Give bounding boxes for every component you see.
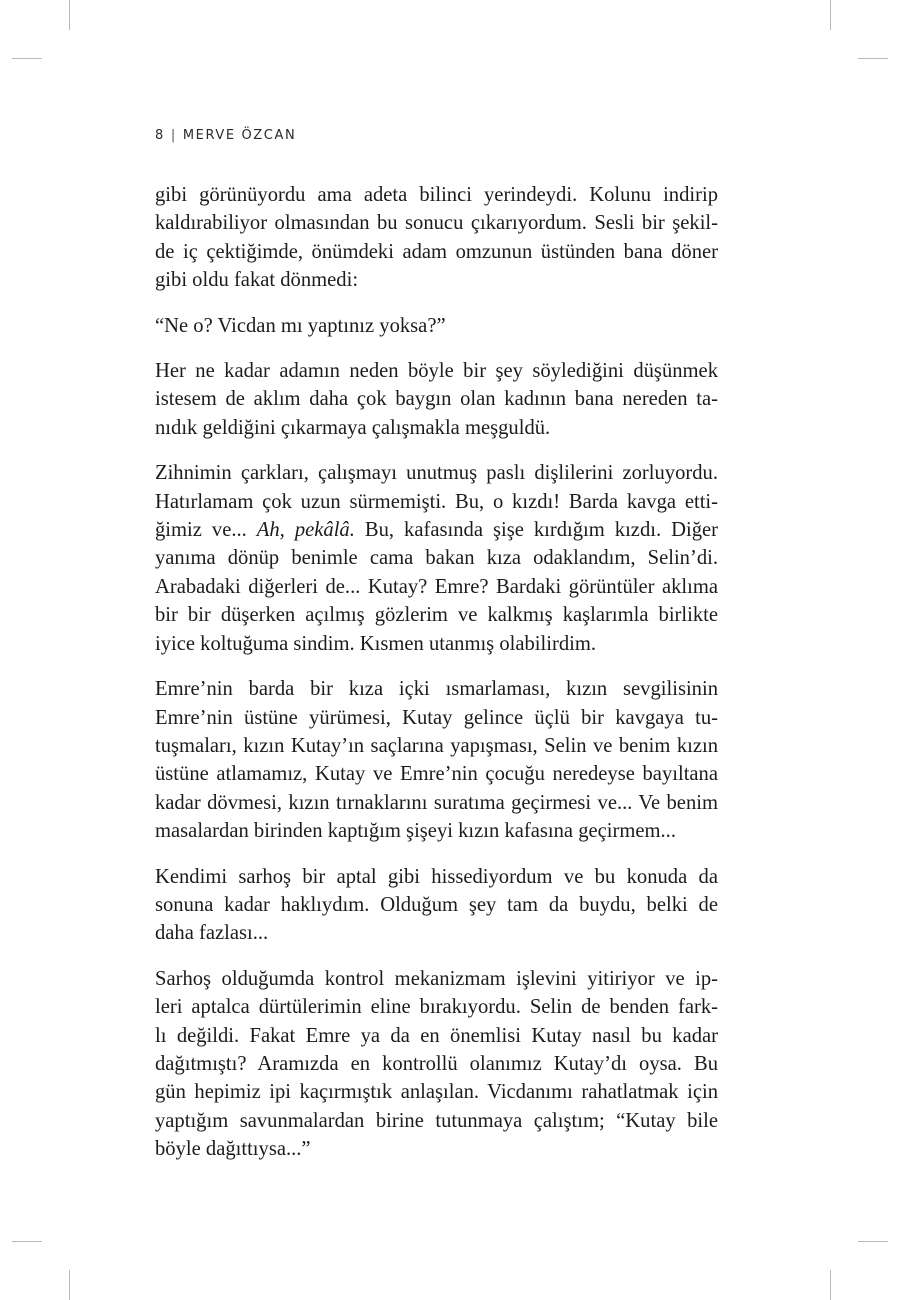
running-head — [155, 128, 296, 143]
text-line: yanıma dönüp benimle cama bakan kıza odaklandım, Selin’di. — [155, 547, 718, 570]
text-line: böyle dağıttıysa...” — [155, 1138, 311, 1161]
crop-mark-right-bottom — [858, 1241, 888, 1242]
paragraph — [155, 863, 718, 948]
text-line-with-italic — [155, 516, 718, 544]
text-fragment: Bu, kafasında şişe kırdığım kızdı. Diğer — [354, 519, 719, 542]
text-line: yaptığım savunmalardan birine tutunmaya çalıştım; “Kutay bile — [155, 1109, 718, 1132]
text-line: üstüne atlamamız, Kutay ve Emre’nin çocuğu neredeyse bayıltana — [155, 763, 718, 786]
text-line: Emre’nin barda bir kıza içki ısmarlaması, kızın sevgilisinin — [155, 678, 718, 701]
author-name: MERVE ÖZCAN — [182, 128, 297, 143]
text-fragment: ğimiz ve... — [155, 519, 257, 542]
paragraph — [155, 459, 718, 658]
paragraph — [155, 312, 718, 340]
text-line: leri aptalca dürtülerimin eline bırakıyordu. Selin de benden fark- — [155, 996, 718, 1019]
text-line: kadar dövmesi, kızın tırnaklarını suratıma geçirmesi ve... Ve benim — [155, 791, 718, 814]
text-line: Kendimi sarhoş bir aptal gibi hissediyordum ve bu konuda da — [155, 865, 718, 888]
text-line: Emre’nin üstüne yürümesi, Kutay gelince üçlü bir kavgaya tu- — [155, 706, 718, 729]
text-line: Zihnimin çarkları, çalışmayı unutmuş paslı dişlilerini zorluyordu. — [155, 462, 718, 485]
text-line: masalardan birinden kaptığım şişeyi kızın kafasına geçirmem... — [155, 820, 676, 843]
crop-mark-top-right — [830, 0, 831, 30]
text-line: lı değildi. Fakat Emre ya da en önemlisi Kutay nasıl bu kadar — [155, 1024, 718, 1047]
text-line: bir bir düşerken açılmış gözlerim ve kalkmış kaşlarımla birlikte — [155, 604, 718, 627]
text-line: nıdık geldiğini çıkarmaya çalışmakla meşguldü. — [155, 416, 551, 439]
text-line: Arabadaki diğerleri de... Kutay? Emre? Bardaki görüntüler aklıma — [155, 575, 718, 598]
text-line: daha fazlası... — [155, 922, 269, 945]
paragraph — [155, 181, 718, 295]
crop-mark-left-top — [12, 58, 42, 59]
text-line: gibi oldu fakat dönmedi: — [155, 269, 359, 292]
page-number: 8 — [155, 128, 165, 143]
crop-mark-right-top — [858, 58, 888, 59]
crop-mark-bottom-left — [69, 1270, 70, 1300]
text-line: kaldırabiliyor olmasından bu sonucu çıkarıyordum. Sesli bir şekil- — [155, 212, 718, 235]
text-line: tuşmaları, kızın Kutay’ın saçlarına yapışması, Selin ve benim kızın — [155, 734, 718, 757]
crop-mark-top-left — [69, 0, 70, 30]
text-line: Sarhoş olduğumda kontrol mekanizmam işlevini yitiriyor ve ip- — [155, 967, 718, 990]
text-line: istesem de aklım daha çok baygın olan kadının bana nereden ta- — [155, 388, 718, 411]
text-line: dağıtmıştı? Aramızda en kontrollü olanımız Kutay’dı oysa. Bu — [155, 1052, 718, 1075]
paragraph — [155, 965, 718, 1164]
text-line: Her ne kadar adamın neden böyle bir şey söylediğini düşünmek — [155, 360, 718, 383]
text-line: gün hepimiz ipi kaçırmıştık anlaşılan. Vicdanımı rahatlatmak için — [155, 1081, 718, 1104]
crop-mark-bottom-right — [830, 1270, 831, 1300]
text-line: iyice koltuğuma sindim. Kısmen utanmış olabilirdim. — [155, 632, 597, 655]
text-line: sonuna kadar haklıydım. Olduğum şey tam da buydu, belki de — [155, 893, 718, 916]
text-line: Hatırlamam çok uzun sürmemişti. Bu, o kızdı! Barda kavga etti- — [155, 490, 718, 513]
running-head-separator: | — [170, 128, 177, 143]
paragraph — [155, 357, 718, 442]
dialogue-line: “Ne o? Vicdan mı yaptınız yoksa?” — [155, 314, 446, 337]
crop-mark-left-bottom — [12, 1241, 42, 1242]
text-line: de iç çektiğimde, önümdeki adam omzunun üstünden bana döner — [155, 240, 718, 263]
body-text — [155, 181, 718, 1181]
italic-phrase: Ah, pekâlâ. — [256, 519, 355, 542]
text-line: gibi görünüyordu ama adeta bilinci yerindeydi. Kolunu indirip — [155, 184, 718, 206]
paragraph — [155, 675, 718, 845]
